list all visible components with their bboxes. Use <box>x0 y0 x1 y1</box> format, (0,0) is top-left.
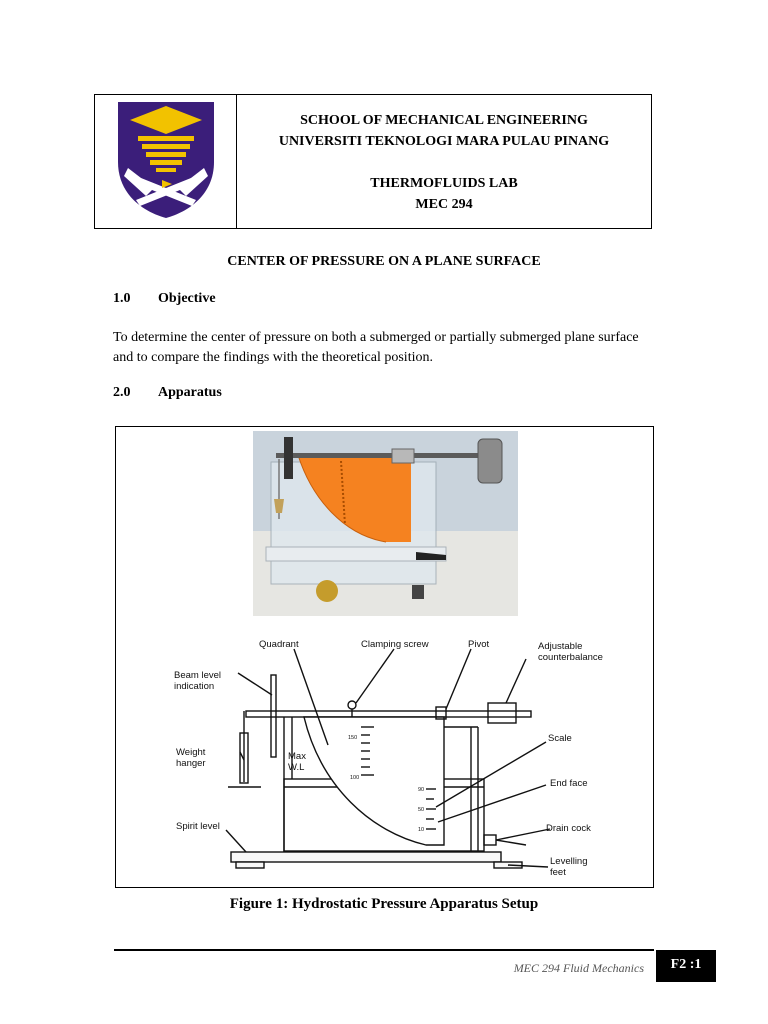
label-scale: Scale <box>548 733 572 744</box>
tick-label: 90 <box>418 787 425 793</box>
footer-course: MEC 294 Fluid Mechanics <box>513 961 644 975</box>
label-weight: Weight <box>176 747 206 758</box>
university-crest-icon <box>116 100 216 220</box>
label-drain-cock: Drain cock <box>546 823 591 834</box>
objective-paragraph: To determine the center of pressure on both a submerged or partially submerged plane surface and to compare the findings with the theoretical position. <box>113 330 639 365</box>
label-counterbalance: counterbalance <box>538 652 603 663</box>
header-text <box>237 95 651 228</box>
apparatus-diagram <box>226 649 550 868</box>
tick-label: 10 <box>418 827 425 833</box>
label-wl: W.L <box>288 762 305 773</box>
label-beam-level: Beam level <box>174 670 221 681</box>
footer-divider <box>114 949 654 951</box>
school-name: SCHOOL OF MECHANICAL ENGINEERING <box>300 113 588 128</box>
label-pivot: Pivot <box>468 639 490 650</box>
label-spirit-level: Spirit level <box>176 821 220 832</box>
lab-name: THERMOFLUIDS LAB <box>370 176 518 191</box>
tick-label: 100 <box>350 775 360 781</box>
label-hanger: hanger <box>176 758 206 769</box>
label-quadrant: Quadrant <box>259 639 299 650</box>
tick-label: 50 <box>418 807 425 813</box>
label-levelling: Levelling <box>550 856 588 867</box>
apparatus-figure <box>116 427 653 887</box>
university-name: UNIVERSITI TEKNOLOGI MARA PULAU PINANG <box>278 134 610 149</box>
label-end-face: End face <box>550 778 588 789</box>
label-indication: indication <box>174 681 215 692</box>
section-title: Objective <box>158 291 216 306</box>
tick-label: 150 <box>348 735 358 741</box>
label-adjustable: Adjustable <box>538 641 583 652</box>
figure-box <box>115 426 654 888</box>
apparatus-photo <box>253 431 518 616</box>
logo-cell <box>95 95 237 228</box>
label-clamping-screw: Clamping screw <box>361 639 429 650</box>
figure-caption: Figure 1: Hydrostatic Pressure Apparatus Setup <box>229 896 539 912</box>
section-title: Apparatus <box>158 385 222 400</box>
section-number: 1.0 <box>113 291 131 306</box>
page-title: CENTER OF PRESSURE ON A PLANE SURFACE <box>227 254 541 269</box>
label-feet: feet <box>550 867 566 878</box>
section-number: 2.0 <box>113 385 131 400</box>
course-code: MEC 294 <box>415 197 473 212</box>
label-max: Max <box>288 751 306 762</box>
page-number-badge: F2 :1 <box>656 950 716 982</box>
header-box <box>94 94 652 229</box>
